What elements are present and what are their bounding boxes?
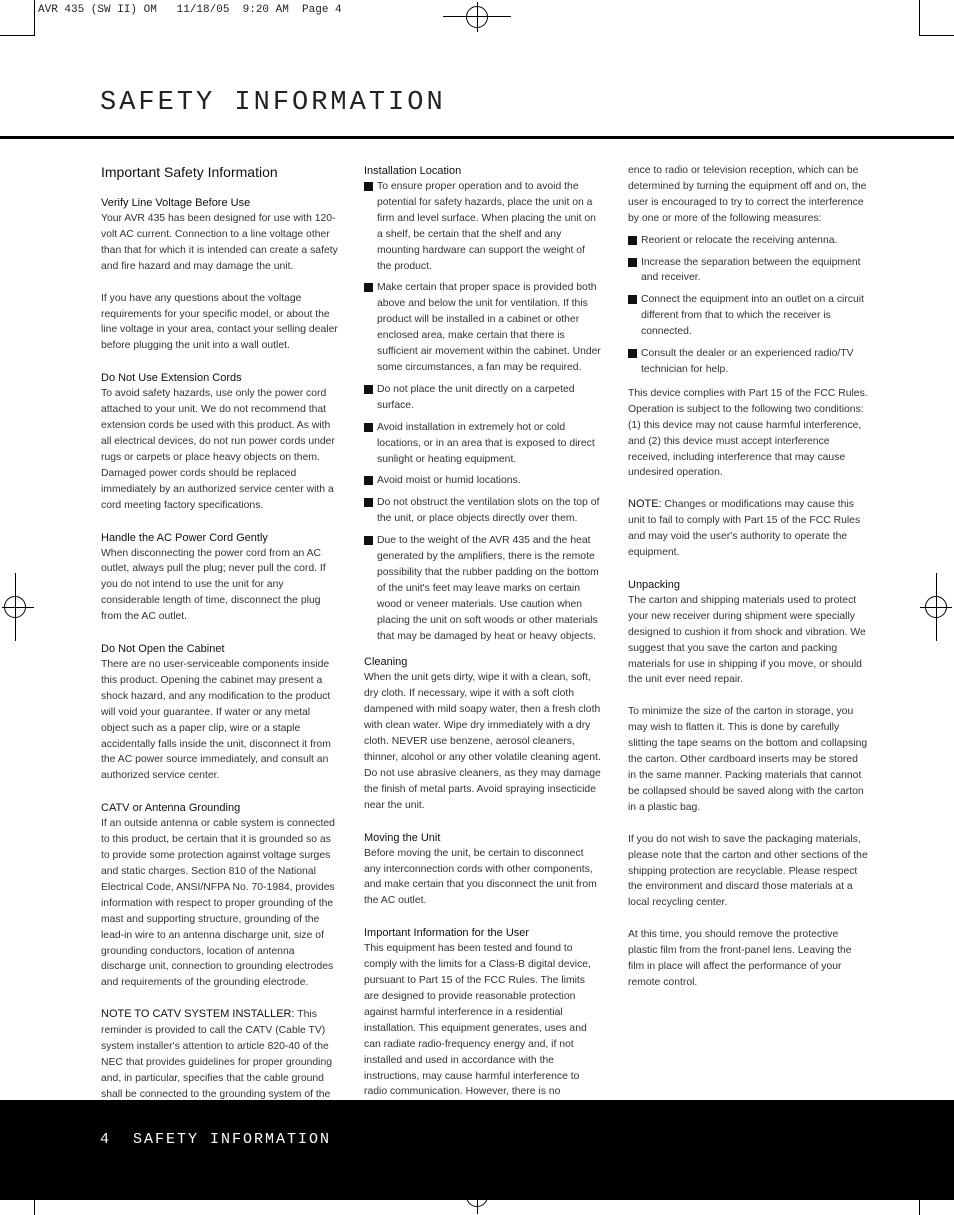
bullet-item: Consult the dealer or an experienced radio/TV technician for help. [628, 346, 868, 378]
bullet-item: Due to the weight of the AVR 435 and the heat generated by the amplifiers, there is the remote possibility that the rubber padding on the bottom of the unit's feet may leave marks on certain wood or veneer materials. Use caution when placing the unit on soft woods or other materials that may be damaged by heat or heavy objects. [364, 533, 602, 644]
paragraph: The carton and shipping materials used to protect your new receiver during shipment were specially designed to cushion it from shock and vibration. We suggest that you save the carton and packing materials for use in shipping if you move, or should the unit ever need repair. [628, 594, 866, 686]
column-2 [364, 163, 602, 1164]
paragraph: At this time, you should remove the protective plastic film from the front-panel lens. Leaving the film in place will affect the performance of your remote control. [628, 929, 852, 988]
subheading-installation: Installation Location [364, 165, 462, 177]
bullet-item: Avoid moist or humid locations. [364, 473, 602, 489]
subheading-moving: Moving the Unit [364, 831, 441, 844]
paragraph: To avoid safety hazards, use only the power cord attached to your unit. We do not recommend that extension cords be used with this product. As with all electrical devices, do not run power cords under rugs or carpets or place heavy objects on them. Damaged power cords should be replaced immediately by an authorized service center with a cord meeting factory specifications. [101, 388, 335, 511]
footer-bar [0, 1100, 954, 1200]
bullet-item: Reorient or relocate the receiving antenna. [628, 233, 868, 249]
paragraph: If an outside antenna or cable system is connected to this product, be certain that it is grounded so as to provide some protection against voltage surges and static charges. Section 810 of the National Electrical Code, ANSI/NFPA No. 70-1984, provides information with respect to proper grounding of the mast and supporting structure, grounding of the lead-in wire to an antenna discharge unit, size of grounding conductors, location of antenna discharge unit, connection to grounding electrodes and requirements of the grounding electrode. [101, 818, 335, 989]
paragraph: ence to radio or television reception, which can be determined by turning the equipment off and on, the user is encouraged to try to correct the interference by one or more of the following measures: [628, 165, 867, 224]
note-text: This reminder is provided to call the CATV (Cable TV) system installer's attention to article 820-40 of the NEC that provides guidelines for proper grounding and, in particular, specifies that the cable ground shall be connected to the grounding system of the [101, 1009, 333, 1100]
footer-label [100, 1131, 331, 1148]
section-heading: Important Safety Information [101, 164, 278, 180]
footer-title: SAFETY INFORMATION [133, 1131, 332, 1148]
subheading-line-voltage: Verify Line Voltage Before Use [101, 197, 251, 209]
subheading-unpacking: Unpacking [628, 578, 680, 591]
crop-mark [34, 0, 35, 35]
bullet-item: Make certain that proper space is provided both above and below the unit for ventilation. If this product will be installed in a cabinet or other enclosed area, make certain that there is sufficient air movement within the cabinet. Under some circumstances, a fan may be required. [364, 280, 602, 375]
subheading-grounding: CATV or Antenna Grounding [101, 802, 241, 815]
bullet-item: Do not obstruct the ventilation slots on the top of the unit, or place objects directly over them. [364, 495, 602, 527]
note-label: NOTE: [628, 498, 662, 511]
page-title: SAFETY INFORMATION [100, 88, 446, 118]
subheading-cleaning: Cleaning [364, 656, 408, 669]
paragraph: To minimize the size of the carton in storage, you may wish to flatten it. This is done by carefully slitting the tape seams on the bottom and collapsing the carton. Other cardboard inserts may be stored in the same manner. Packing materials that cannot be collapsed should be saved along with the carton in a plastic bag. [628, 706, 868, 813]
page-number: 4 [100, 1131, 112, 1148]
paragraph: When the unit gets dirty, wipe it with a clean, soft, dry cloth. If necessary, wipe it with a soft cloth dampened with mild soapy water, then a fresh cloth with clean water. Wipe dry immediately with a dry cloth. NEVER use benzene, aerosol cleaners, thinner, alcohol or any other volatile cleaning agent. Do not use abrasive cleaners, as they may damage the finish of metal parts. Avoid spraying insecticide near the unit. [364, 672, 601, 811]
bullet-item: Do not place the unit directly on a carpeted surface. [364, 382, 602, 414]
crop-mark [919, 35, 954, 36]
crop-mark [919, 0, 920, 35]
fcc-note [628, 497, 868, 561]
column-1 [101, 163, 339, 1151]
print-slug: AVR 435 (SW II) OM 11/18/05 9:20 AM Page 4 [38, 4, 342, 16]
subheading-cabinet: Do Not Open the Cabinet [101, 643, 225, 656]
column-3 [628, 163, 868, 1007]
paragraph: This device complies with Part 15 of the FCC Rules. Operation is subject to the following two conditions: (1) this device may not cause harmful interference, and (2) this device must accept interference received, including interference that may cause undesired operation. [628, 387, 868, 479]
subheading-power-cord: Handle the AC Power Cord Gently [101, 531, 268, 544]
subheading-extension-cords: Do Not Use Extension Cords [101, 372, 242, 385]
note-text: Changes or modifications may cause this unit to fail to comply with Part 15 of the FCC Rules and may void the user's authority to operate the equipment. [628, 499, 861, 559]
crop-mark [0, 35, 35, 36]
paragraph: If you do not wish to save the packaging materials, please note that the carton and other sections of the shipping protection are recyclable. Please respect the environment and discard those materials at a local recycling center. [628, 833, 868, 909]
bullet-item: Increase the separation between the equipment and receiver. [628, 255, 868, 287]
paragraph: Before moving the unit, be certain to disconnect any interconnection cords with other components, and make certain that you disconnect the unit from the AC outlet. [364, 847, 597, 907]
bullet-item: To ensure proper operation and to avoid the potential for safety hazards, place the unit on a firm and level surface. When placing the unit on a shelf, be certain that the shelf and any mounting hardware can support the weight of the product. [364, 179, 602, 274]
bullet-item: Avoid installation in extremely hot or cold locations, or in an area that is exposed to direct sunlight or heating equipment. [364, 420, 602, 468]
subheading-user-info: Important Information for the User [364, 927, 530, 940]
paragraph: When disconnecting the power cord from an AC outlet, always pull the plug; never pull the cord. If you do not intend to use the unit for any considerable length of time, disconnect the plug from the AC outlet. [101, 547, 326, 623]
paragraph: This equipment has been tested and found to comply with the limits for a Class-B digital device, pursuant to Part 15 of the FCC Rules. The limits are designed to provide reasonable protection against harmful interference in a residential installation. This equipment generates, uses and can radiate radio-frequency energy and, if not installed and used in accordance with the instructions, may cause harmful interference to radio communication. However, there is no [364, 943, 591, 1098]
note-label: NOTE TO CATV SYSTEM INSTALLER: [101, 1008, 295, 1021]
bullet-item: Connect the equipment into an outlet on a circuit different from that to which the receiver is connected. [628, 292, 868, 340]
paragraph: If you have any questions about the voltage requirements for your specific model, or about the line voltage in your area, contact your selling dealer before plugging the unit into a wall outlet. [101, 292, 338, 352]
paragraph: Your AVR 435 has been designed for use with 120-volt AC current. Connection to a line voltage other than that for which it is intended can create a safety and fire hazard and may damage the unit. [101, 213, 338, 272]
title-rule [0, 136, 954, 139]
paragraph: There are no user-serviceable components inside this product. Opening the cabinet may present a shock hazard, and any modification to the product will void your guarantee. If water or any metal object such as a paper clip, wire or a staple accidentally falls inside the unit, disconnect it from the AC power source immediately, and consult an authorized service center. [101, 659, 331, 782]
